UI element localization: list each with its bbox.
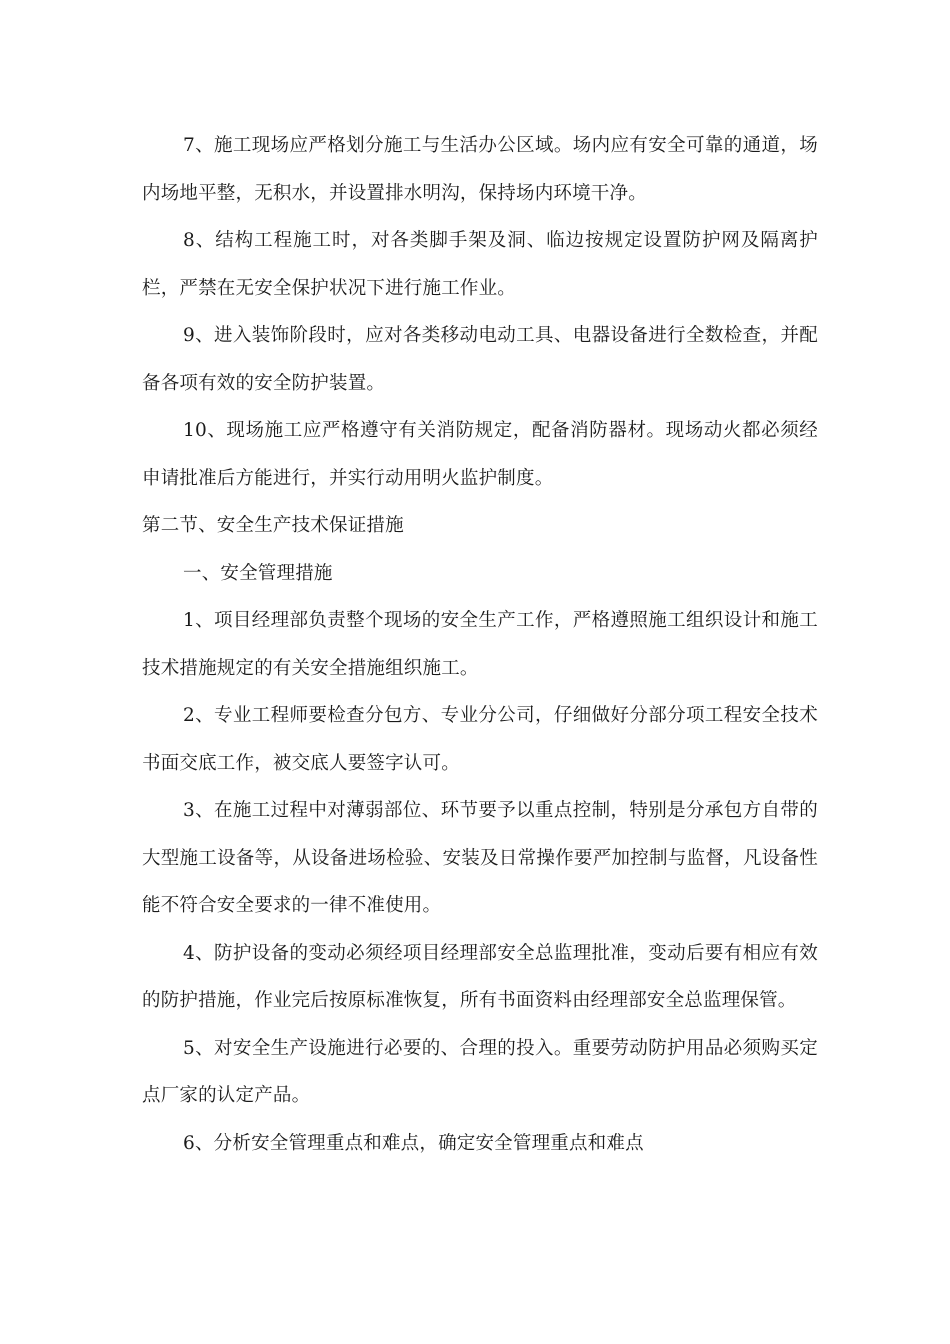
paragraph-item-1: 1、项目经理部负责整个现场的安全生产工作，严格遵照施工组织设计和施工技术措施规定的有关安全措施组织施工。	[142, 610, 818, 679]
paragraph-item-3: 3、在施工过程中对薄弱部位、环节要予以重点控制，特别是分承包方自带的大型施工设备等，从设备进场检验、安装及日常操作要严加控制与监督，凡设备性能不符合安全要求的一律不准使用。	[142, 800, 818, 916]
paragraph-item-4: 4、防护设备的变动必须经项目经理部安全总监理批准，变动后要有相应有效的防护措施，作业完后按原标准恢复，所有书面资料由经理部安全总监理保管。	[142, 942, 818, 1011]
paragraph-item-5: 5、对安全生产设施进行必要的、合理的投入。重要劳动防护用品必须购买定点厂家的认定产品。	[142, 1037, 818, 1106]
paragraph-item-10: 10、现场施工应严格遵守有关消防规定，配备消防器材。现场动火都必须经申请批准后方能进行，并实行动用明火监护制度。	[142, 420, 818, 489]
sub-heading: 一、安全管理措施	[183, 562, 333, 584]
paragraph-item-6: 6、分析安全管理重点和难点，确定安全管理重点和难点	[183, 1132, 644, 1154]
paragraph-item-9: 9、进入装饰阶段时，应对各类移动电动工具、电器设备进行全数检查，并配备各项有效的安全防护装置。	[142, 325, 818, 394]
section-heading: 第二节、安全生产技术保证措施	[142, 515, 404, 536]
paragraph-item-2: 2、专业工程师要检查分包方、专业分公司，仔细做好分部分项工程安全技术书面交底工作，被交底人要签字认可。	[142, 705, 818, 774]
paragraph-item-7: 7、施工现场应严格划分施工与生活办公区域。场内应有安全可靠的通道，场内场地平整，无积水，并设置排水明沟，保持场内环境干净。	[142, 135, 818, 204]
document-body	[142, 122, 818, 1167]
paragraph-item-8: 8、结构工程施工时，对各类脚手架及洞、临边按规定设置防护网及隔离护栏，严禁在无安全保护状况下进行施工作业。	[142, 230, 818, 299]
